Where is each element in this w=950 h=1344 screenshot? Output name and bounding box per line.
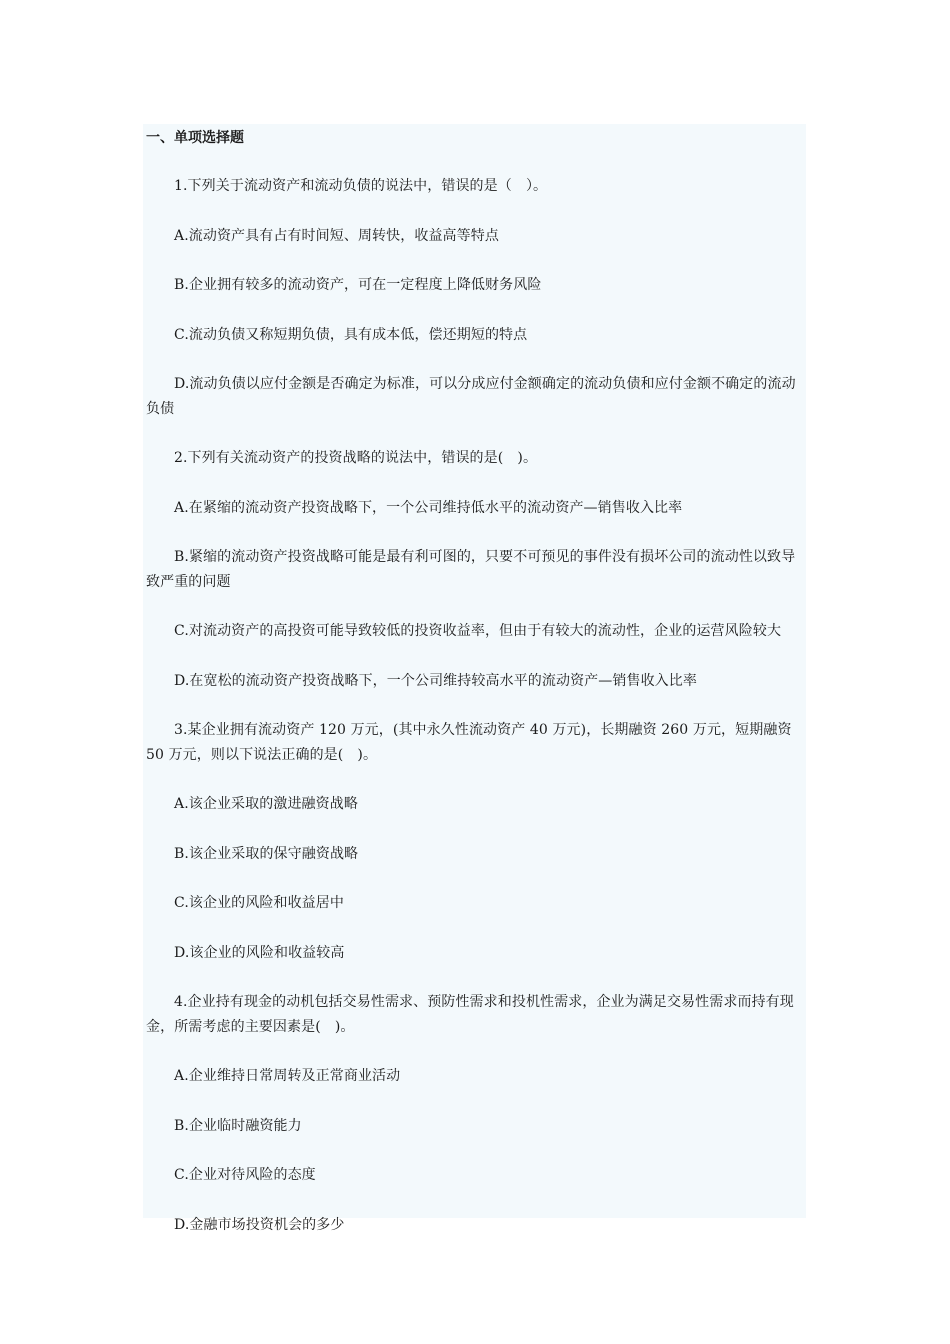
question-2-option-d: D.在宽松的流动资产投资战略下，一个公司维持较高水平的流动资产—销售收入比率: [174, 672, 697, 689]
question-4-option-c: C.企业对待风险的态度: [174, 1167, 316, 1183]
question-4-option-a: A.企业维持日常周转及正常商业活动: [174, 1068, 401, 1084]
question-2-option-b: B.紧缩的流动资产投资战略可能是最有利可图的，只要不可预见的事件没有损坏公司的流动性以致导致严重的问题: [146, 549, 796, 590]
question-2-option-a: A.在紧缩的流动资产投资战略下，一个公司维持低水平的流动资产—销售收入比率: [174, 499, 683, 516]
question-4-option-d: D.金融市场投资机会的多少: [174, 1216, 345, 1233]
question-2-stem: 2.下列有关流动资产的投资战略的说法中，错误的是( )。: [174, 450, 538, 466]
question-1-option-a: A.流动资产具有占有时间短、周转快，收益高等特点: [174, 227, 499, 244]
question-4-option-b: B.企业临时融资能力: [174, 1117, 302, 1134]
question-3-option-c: C.该企业的风险和收益居中: [174, 895, 344, 911]
question-4-stem: 4.企业持有现金的动机包括交易性需求、预防性需求和投机性需求，企业为满足交易性需求而持有现金，所需考虑的主要因素是( )。: [146, 994, 794, 1035]
section-title: 一、单项选择题: [146, 130, 244, 146]
question-1-option-b: B.企业拥有较多的流动资产，可在一定程度上降低财务风险: [174, 277, 542, 293]
question-3-stem: 3.某企业拥有流动资产 120 万元，(其中永久性流动资产 40 万元)，长期融资 260 万元，短期融资 50 万元，则以下说法正确的是( )。: [146, 722, 792, 763]
question-3-option-a: A.该企业采取的激进融资战略: [174, 796, 358, 812]
question-1-option-c: C.流动负债又称短期负债，具有成本低，偿还期短的特点: [174, 326, 528, 343]
document-body: [146, 127, 802, 1237]
question-3-option-d: D.该企业的风险和收益较高: [174, 944, 345, 961]
question-3-option-b: B.该企业采取的保守融资战略: [174, 845, 359, 862]
question-1-option-d: D.流动负债以应付金额是否确定为标准，可以分成应付金额确定的流动负债和应付金额不确定的流动负债: [146, 376, 796, 417]
question-2-option-c: C.对流动资产的高投资可能导致较低的投资收益率，但由于有较大的流动性，企业的运营风险较大: [174, 623, 782, 639]
question-1-stem: 1.下列关于流动资产和流动负债的说法中，错误的是（ ）。: [174, 178, 548, 194]
